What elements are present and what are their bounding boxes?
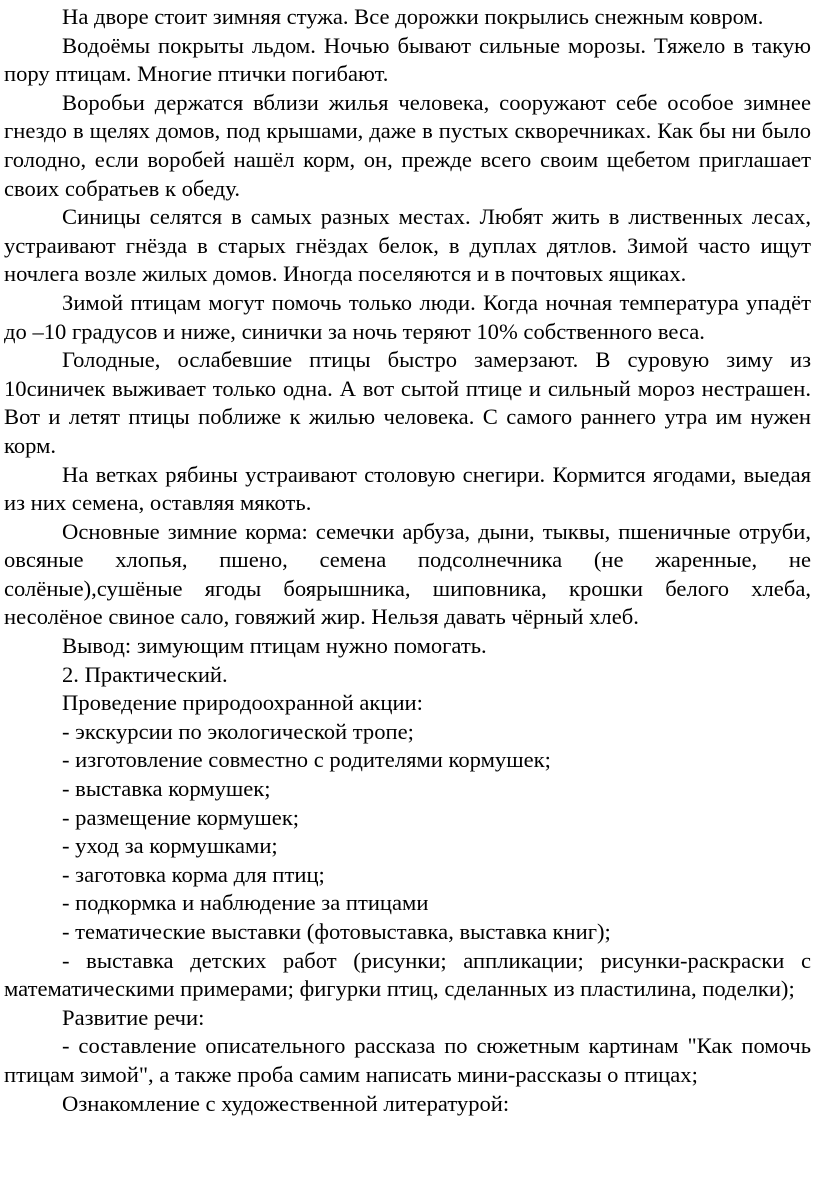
paragraph-action-intro: Проведение природоохранной акции: bbox=[62, 690, 423, 716]
paragraph-winter-intro: На дворе стоит зимняя стужа. Все дорожки покрылись снежным ковром. bbox=[62, 4, 764, 29]
list-item: - выставка кормушек; bbox=[62, 776, 271, 802]
list-item: - уход за кормушками; bbox=[62, 833, 278, 859]
section-heading-speech: Развитие речи: bbox=[62, 1004, 205, 1030]
list-item: - изготовление совместно с родителями кормушек; bbox=[62, 747, 551, 773]
paragraph-hungry-birds: Голодные, ослабевшие птицы быстро замерзают. В суровую зиму из 10синичек выживает только одна. А вот сытой птице и сильный мороз нестрашен. Вот и летят птицы поближе к жилью человека. С самого раннего утра им нужен корм. bbox=[4, 347, 811, 458]
paragraph-people-help: Зимой птицам могут помочь только люди. Когда ночная температура упадёт до –10 градусов и ниже, синички за ночь теряют 10% собственного веса. bbox=[4, 289, 811, 344]
list-item: - размещение кормушек; bbox=[62, 804, 300, 830]
paragraph-winter-food: Основные зимние корма: семечки арбуза, дыни, тыквы, пшеничные отруби, овсяные хлопья, пшено, семена подсолнечника (не жаренные, не солёные),сушёные ягоды боярышника, шиповника, крошки белого хлеба, несолёное свиное сало, говяжий жир. Нельзя давать чёрный хлеб. bbox=[4, 518, 811, 630]
list-item: - экскурсии по экологической тропе; bbox=[62, 718, 414, 744]
list-item: - выставка детских работ (рисунки; аппликации; рисунки-раскраски с математическими примерами; фигурки птиц, сделанных из пластилина, поделки); bbox=[4, 947, 811, 1002]
paragraph-conclusion: Вывод: зимующим птицам нужно помогать. bbox=[62, 633, 487, 659]
paragraph-ponds: Водоёмы покрыты льдом. Ночью бывают сильные морозы. Тяжело в такую пору птицам. Многие птички погибают. bbox=[4, 32, 811, 87]
list-item: - тематические выставки (фотовыставка, выставка книг); bbox=[62, 919, 611, 944]
paragraph-tits: Синицы селятся в самых разных местах. Любят жить в лиственных лесах, устраивают гнёзда в старых гнёздах белок, в дуплах дятлов. Зимой часто ищут ночлега возле жилых домов. Иногда поселяются и в почтовых ящиках. bbox=[4, 204, 811, 287]
list-item: - составление описательного рассказа по сюжетным картинам "Как помочь птицам зимой", а также проба самим написать мини-рассказы о птицах; bbox=[4, 1033, 811, 1087]
section-heading-literature: Ознакомление с художественной литературой: bbox=[62, 1090, 510, 1116]
list-item: - подкормка и наблюдение за птицами bbox=[62, 890, 429, 916]
paragraph-bullfinches: На ветках рябины устраивают столовую снегири. Кормится ягодами, выедая из них семена, оставляя мякоть. bbox=[4, 461, 811, 516]
list-item: - заготовка корма для птиц; bbox=[62, 861, 325, 887]
paragraph-sparrows: Воробьи держатся вблизи жилья человека, сооружают себе особое зимнее гнездо в щелях домов, под крышами, даже в пустых скворечниках. Как бы ни было голодно, если воробей нашёл корм, он, прежде всего своим щебетом приглашает своих собратьев к обеду. bbox=[4, 89, 811, 201]
section-heading-practical: 2. Практический. bbox=[62, 661, 228, 687]
